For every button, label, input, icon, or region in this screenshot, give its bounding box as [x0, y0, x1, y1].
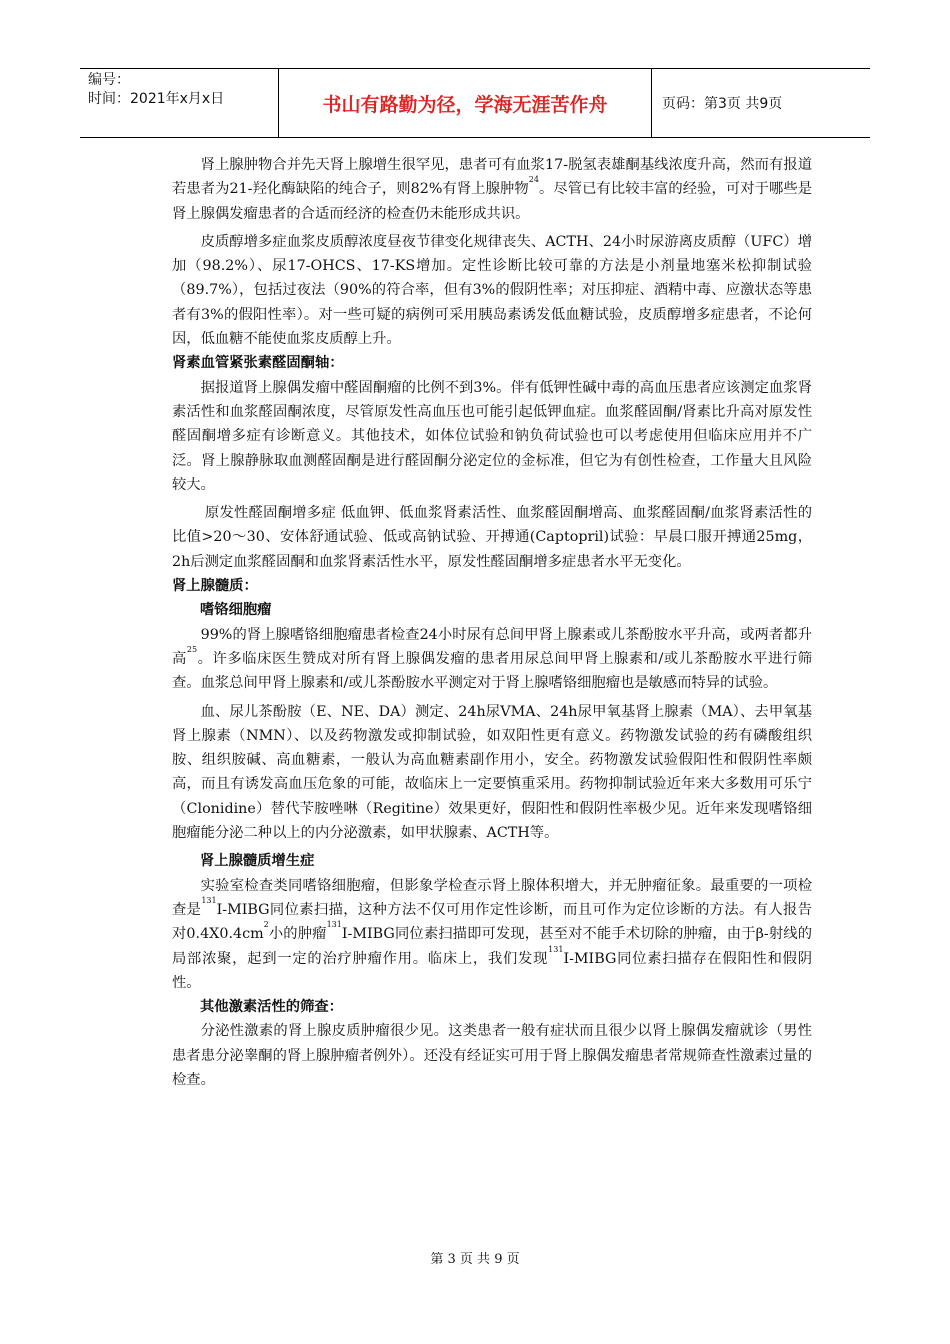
paragraph: 肾上腺肿物合并先天肾上腺增生很罕见，患者可有血浆17-脱氢表雄酮基线浓度升高，然而有报道若患者为21-羟化酶缺陷的纯合子，则82%有肾上腺肿物$^{24}$。尽管已有比较丰富的经验，可对于哪些是肾上腺偶发瘤患者的合适而经济的检查仍未能形成共识。 — [172, 157, 812, 222]
header-motto: 书山有路勤为径，学海无涯苦作舟 — [279, 69, 652, 137]
document-body — [172, 153, 812, 1092]
subsection-heading: 嗜铬细胞瘤 — [200, 602, 272, 619]
paragraph: 分泌性激素的肾上腺皮质肿瘤很少见。这类患者一般有症状而且很少以肾上腺偶发瘤就诊（男性患者患分泌睾酮的肾上腺肿瘤者例外）。还没有经证实可用于肾上腺偶发瘤患者常规筛查性激素过量的检查。 — [172, 1023, 812, 1088]
header-page-info: 页码：第3页 共9页 — [662, 96, 783, 112]
document-date: 时间：2021年x月x日 — [88, 91, 225, 107]
subsection-heading: 其他激素活性的筛查： — [200, 999, 343, 1016]
paragraph: 据报道肾上腺偶发瘤中醛固酮瘤的比例不到3%。伴有低钾性碱中毒的高血压患者应该测定血浆肾素活性和血浆醛固酮浓度，尽管原发性高血压也可能引起低钾血症。血浆醛固酮/肾素比升高对原发性醛固酮增多症有诊断意义。其他技术，如体位试验和钠负荷试验也可以考虑使用但临床应用并不广泛。肾上腺静脉取血测醛固酮是进行醛固酮分泌定位的金标准，但它为有创性检查，工作量大且风险较大。 — [172, 379, 812, 493]
paragraph: 皮质醇增多症血浆皮质醇浓度昼夜节律变化规律丧失、ACTH、24小时尿游离皮质醇（UFC）增加（98.2%）、尿17-OHCS、17-KS增加。定性诊断比较可靠的方法是小剂量地塞米松抑制试验（89.7%），包括过夜法（90%的符合率，但有3%的假阴性率；对压抑症、酒精中毒、应激状态等患者有3%的假阳性率）。对一些可疑的病例可采用胰岛素诱发低血糖试验，皮质醇增多症患者，不论何因，低血糖不能使血浆皮质醇上升。 — [172, 233, 812, 348]
subsection-heading: 肾上腺髓质增生症 — [200, 853, 315, 870]
page-footer: 第 3 页 共 9 页 — [430, 1252, 520, 1267]
paragraph: 血、尿儿茶酚胺（E、NE、DA）测定、24h尿VMA、24h尿甲氧基肾上腺素（MA）、去甲氧基肾上腺素（NMN）、以及药物激发或抑制试验，如双阳性更有意义。药物激发试验的药有磷酸组织胺、组织胺碱、高血糖素，一般认为高血糖素副作用小，安全。药物激发试验假阳性和假阴性率颇高，而且有诱发高血压危象的可能，故临床上一定要慎重采用。药物抑制试验近年来大多数用可乐宁（Clonidine）替代苄胺唑啉（Regitine）效果更好，假阳性和假阴性率极少见。近年来发现嗜铬细胞瘤能分泌二种以上的内分泌激素，如甲状腺素、ACTH等。 — [172, 703, 812, 842]
document-id-label: 编号： — [88, 72, 130, 88]
paragraph: 原发性醛固酮增多症 低血钾、低血浆肾素活性、血浆醛固酮增高、血浆醛固酮/血浆肾素活性的比值>20～30、安体舒通试验、低或高钠试验、开搏通(Captopril)试验：早晨口服开搏通25mg，2h后测定血浆醛固酮和血浆肾素活性水平，原发性醛固酮增多症患者水平无变化。 — [172, 505, 812, 570]
header-meta — [80, 69, 279, 137]
paragraph: 实验室检查类同嗜铬细胞瘤，但影象学检查示肾上腺体积增大，并无肿瘤征象。最重要的一项检查是$^{131}$I-MIBG同位素扫描，这种方法不仅可用作定性诊断，而且可作为定位诊断的方法。有人报告对$0.4X0.4cm^2$小的肿瘤$^{131}$I-MIBG同位素扫描即可发现，甚至对不能手术切除的肿瘤，由于β-射线的局部浓聚，起到一定的治疗肿瘤作用。临床上，我们发现$^{131}$I-MIBG同位素扫描存在假阳性和假阴性。 — [172, 877, 813, 991]
section-heading: 肾上腺髓质： — [172, 578, 258, 595]
page-header — [80, 68, 870, 138]
paragraph: 99%的肾上腺嗜铬细胞瘤患者检查24小时尿有总间甲肾上腺素或儿茶酚胺水平升高，或两者都升高$^{25}$。许多临床医生赞成对所有肾上腺偶发瘤的患者用尿总间甲肾上腺素和/或儿茶酚胺水平进行筛查。血浆总间甲肾上腺素和/或儿茶酚胺水平测定对于肾上腺嗜铬细胞瘤也是敏感而特异的试验。 — [172, 626, 813, 692]
section-heading: 肾素血管紧张素醛固酮轴： — [172, 355, 344, 372]
